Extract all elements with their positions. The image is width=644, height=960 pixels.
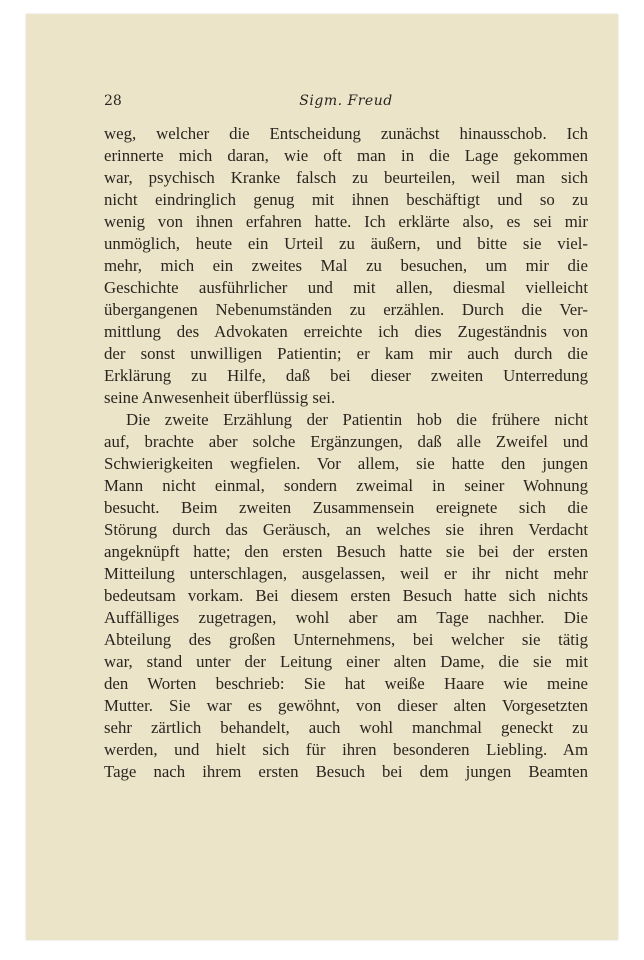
text-line: besucht. Beim zweiten Zusammensein ereignete sich die xyxy=(104,498,588,517)
text-line: unmöglich, heute ein Urteil zu äußern, und bitte sie viel- xyxy=(104,234,588,253)
text-line: Mann nicht einmal, sondern zweimal in seiner Wohnung xyxy=(104,476,588,495)
paragraph xyxy=(104,409,588,783)
running-head xyxy=(104,90,588,112)
text-line: mehr, mich ein zweites Mal zu besuchen, um mir die xyxy=(104,256,588,275)
text-line: den Worten beschrieb: Sie hat weiße Haare wie meine xyxy=(104,674,588,693)
text-line: Geschichte ausführlicher und mit allen, diesmal vielleicht xyxy=(104,278,588,297)
text-line: Schwierigkeiten wegfielen. Vor allem, sie hatte den jungen xyxy=(104,454,588,473)
text-line: mittlung des Advokaten erreichte ich dies Zugeständnis von xyxy=(104,322,588,341)
page-content xyxy=(104,90,588,783)
text-line: Erklärung zu Hilfe, daß bei dieser zweiten Unterredung xyxy=(104,366,588,385)
page-number: 28 xyxy=(104,93,122,109)
text-line: nicht eindringlich genug mit ihnen beschäftigt und so zu xyxy=(104,190,588,209)
text-line: Die zweite Erzählung der Patientin hob die frühere nicht xyxy=(126,410,588,429)
text-line: Störung durch das Geräusch, an welches sie ihren Verdacht xyxy=(104,520,588,539)
running-head-author: Sigm. Freud xyxy=(299,93,393,109)
text-line: erinnerte mich daran, wie oft man in die Lage gekommen xyxy=(104,146,588,165)
text-line: seine Anwesenheit überflüssig sei. xyxy=(104,388,336,407)
text-line: Tage nach ihrem ersten Besuch bei dem jungen Beamten xyxy=(104,762,588,781)
text-line: übergangenen Nebenumständen zu erzählen. Durch die Ver- xyxy=(104,300,588,319)
text-line: war, psychisch Kranke falsch zu beurteilen, weil man sich xyxy=(104,168,588,187)
text-line: angeknüpft hatte; den ersten Besuch hatte sie bei der ersten xyxy=(104,542,588,561)
text-line: auf, brachte aber solche Ergänzungen, daß alle Zweifel und xyxy=(104,432,588,451)
text-line: Auffälliges zugetragen, wohl aber am Tage nachher. Die xyxy=(104,608,588,627)
text-line: wenig von ihnen erfahren hatte. Ich erklärte also, es sei mir xyxy=(104,212,588,231)
text-line: weg, welcher die Entscheidung zunächst hinausschob. Ich xyxy=(104,124,588,143)
text-line: war, stand unter der Leitung einer alten Dame, die sie mit xyxy=(104,652,588,671)
text-line: Mutter. Sie war es gewöhnt, von dieser alten Vorgesetzten xyxy=(104,696,588,715)
text-line: Abteilung des großen Unternehmens, bei welcher sie tätig xyxy=(104,630,588,649)
text-line: der sonst unwilligen Patientin; er kam mir auch durch die xyxy=(104,344,588,363)
paragraph xyxy=(104,123,588,409)
book-page xyxy=(26,14,618,940)
text-line: werden, und hielt sich für ihren besonderen Liebling. Am xyxy=(104,740,588,759)
text-line: Mitteilung unterschlagen, ausgelassen, weil er ihr nicht mehr xyxy=(104,564,588,583)
text-line: bedeutsam vorkam. Bei diesem ersten Besuch hatte sich nichts xyxy=(104,586,588,605)
text-line: sehr zärtlich behandelt, auch wohl manchmal geneckt zu xyxy=(104,718,588,737)
header-spacer xyxy=(104,116,588,117)
